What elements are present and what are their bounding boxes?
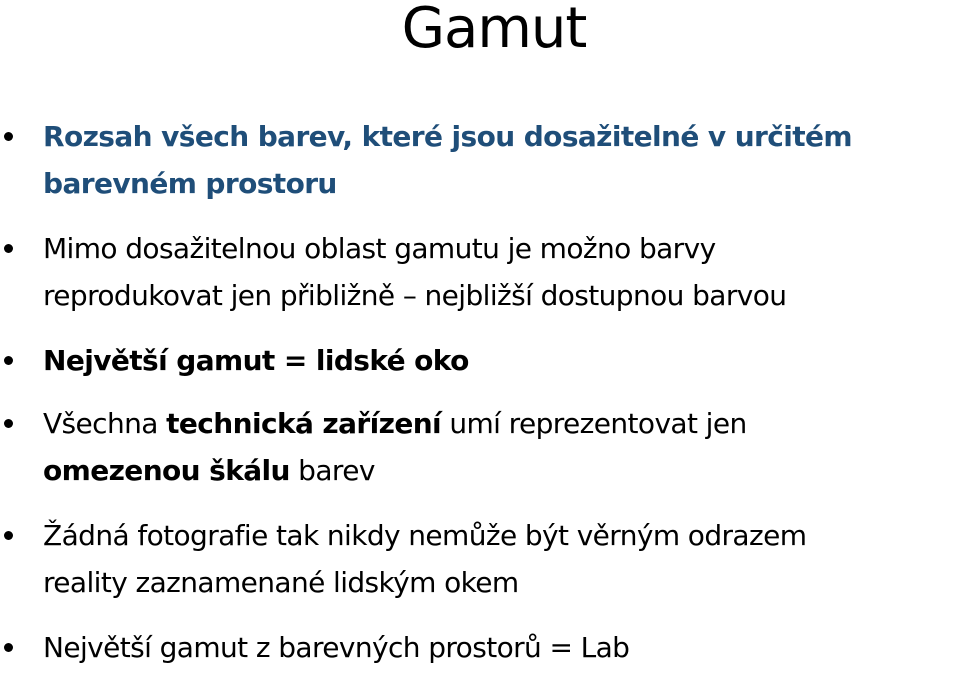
bullet-dot-icon <box>4 244 13 253</box>
bullet-text: reprodukovat jen přibližně – nejbližší dostupnou barvou <box>43 279 787 312</box>
bullet-text: Největší gamut = lidské oko <box>43 344 469 377</box>
bullet-list <box>0 113 960 671</box>
bullet-line <box>43 559 960 606</box>
bullet-dot-icon <box>4 419 13 428</box>
bullet-text: Mimo dosažitelnou oblast gamutu je možno barvy <box>43 232 716 265</box>
bullet-text: umí reprezentovat jen <box>441 407 747 440</box>
bullet-line <box>43 160 960 207</box>
bullet-line <box>43 512 960 559</box>
bullet-text: Největší gamut z barevných prostorů = Lab <box>43 631 630 664</box>
bullet-line <box>43 447 960 494</box>
bullet-dot-icon <box>4 643 13 652</box>
bullet-item <box>0 225 960 319</box>
bullet-line <box>43 624 960 671</box>
bullet-item <box>0 400 960 494</box>
bullet-text: barevném prostoru <box>43 167 337 200</box>
bullet-line <box>43 400 960 447</box>
bullet-text-emphasis: technická zařízení <box>166 407 442 440</box>
bullet-text: barev <box>289 454 375 487</box>
bullet-text: reality zaznamenané lidským okem <box>43 566 519 599</box>
bullet-text: Žádná fotografie tak nikdy nemůže být věrným odrazem <box>43 519 807 552</box>
bullet-line <box>43 225 960 272</box>
slide-title: Gamut <box>401 0 587 61</box>
bullet-item <box>0 337 960 384</box>
bullet-text: Rozsah všech barev, které jsou dosažitelné v určitém <box>43 120 853 153</box>
bullet-text-emphasis: omezenou škálu <box>43 454 290 487</box>
bullet-item <box>0 113 960 207</box>
bullet-text: Všechna <box>43 407 167 440</box>
bullet-line <box>43 272 960 319</box>
bullet-item <box>0 624 960 671</box>
bullet-item <box>0 512 960 606</box>
bullet-dot-icon <box>4 356 13 365</box>
bullet-dot-icon <box>4 531 13 540</box>
bullet-dot-icon <box>4 132 13 141</box>
bullet-line <box>43 337 960 384</box>
bullet-line <box>43 113 960 160</box>
